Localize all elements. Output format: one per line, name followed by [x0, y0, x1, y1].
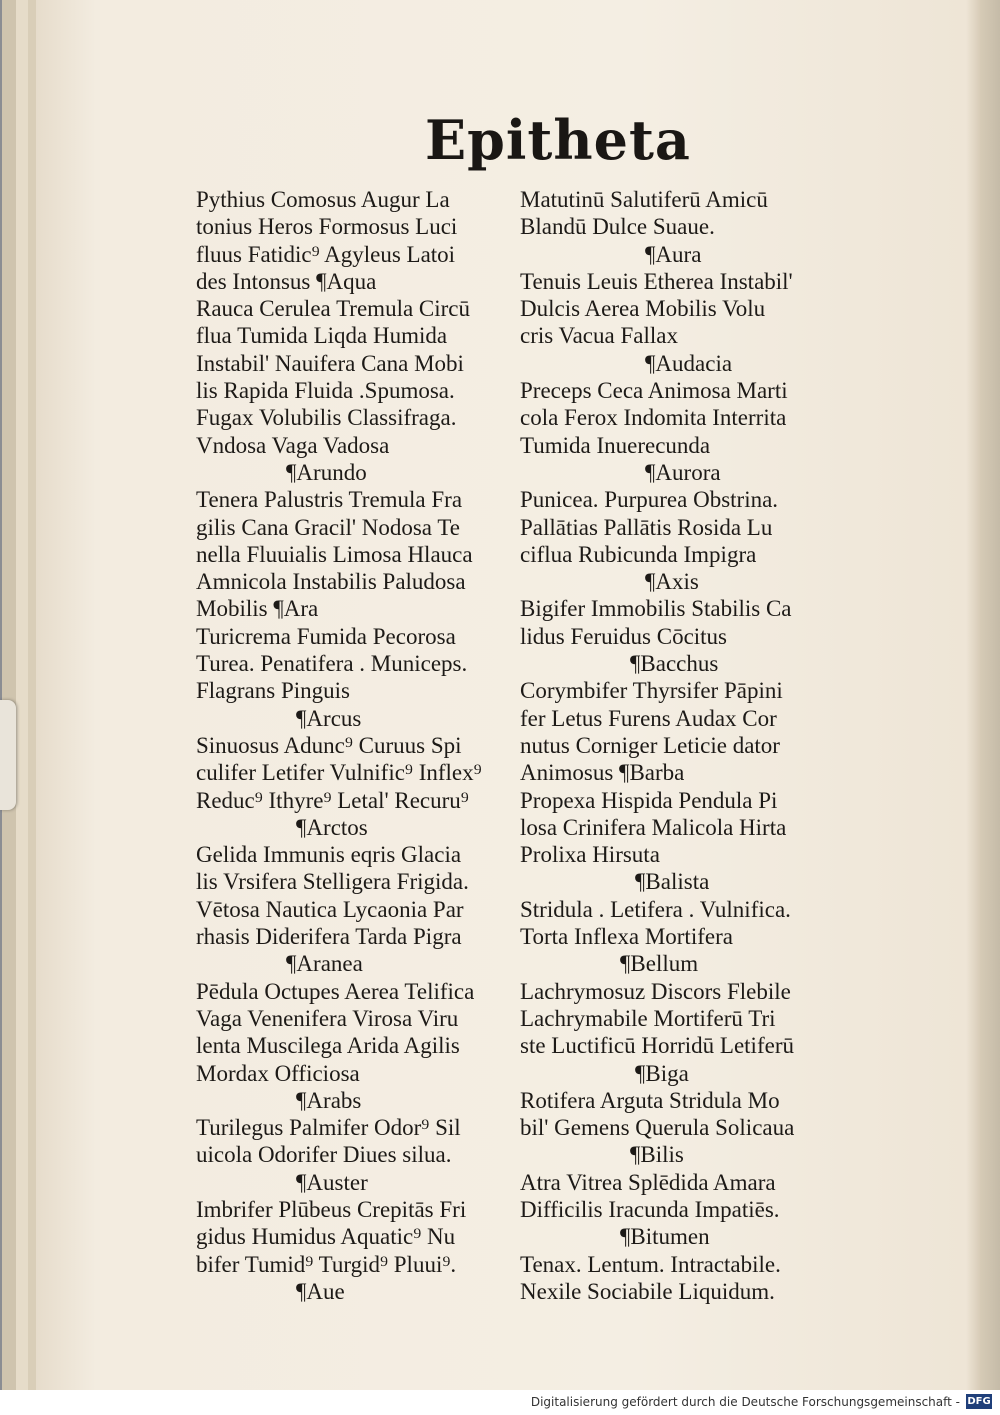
text-line: Turea. Penatifera . Municeps.	[196, 651, 468, 677]
footer-bar	[0, 1390, 1000, 1415]
text-line: Mobilis ¶Ara	[196, 596, 319, 622]
footer-credit: Digitalisierung gefördert durch die Deutsche Forschungsgemeinschaft -	[530, 1395, 960, 1409]
book-edge	[2, 0, 16, 1390]
text-line: Flagrans Pinguis	[196, 678, 350, 704]
text-line: Matutinū Salutiferū Amicū	[520, 187, 768, 212]
text-line: Tenax. Lentum. Intractabile.	[520, 1251, 781, 1277]
entry-heading: ¶Arcus	[296, 705, 362, 731]
text-line: ste Luctificū Horridū Letiferū	[520, 1033, 794, 1059]
text-line: fer Letus Furens Audax Cor	[520, 705, 777, 731]
dfg-logo: DFG	[967, 1396, 991, 1407]
page-title: Epitheta	[425, 108, 691, 172]
text-line: Tenuis Leuis Etherea Instabil'	[520, 268, 793, 294]
text-line: des Intonsus ¶Aqua	[196, 268, 377, 294]
entry-heading: ¶Aura	[645, 241, 702, 267]
text-line: Reduc⁹ Ithyre⁹ Letal' Recuru⁹	[196, 787, 469, 813]
text-line: bifer Tumid⁹ Turgid⁹ Pluui⁹.	[196, 1251, 457, 1277]
text-line: Torta Inflexa Mortifera	[520, 924, 733, 950]
text-line: culifer Letifer Vulnific⁹ Inflex⁹	[196, 760, 482, 786]
text-line: flua Tumida Liqda Humida	[196, 323, 448, 349]
entry-heading: ¶Audacia	[645, 350, 733, 376]
text-line: Rauca Cerulea Tremula Circū	[196, 296, 471, 322]
text-line: Punicea. Purpurea Obstrina.	[520, 487, 779, 513]
text-line: Turicrema Fumida Pecorosa	[196, 623, 456, 649]
text-line: Propexa Hispida Pendula Pi	[520, 787, 778, 813]
entry-heading: ¶Bacchus	[630, 651, 719, 677]
text-line: lis Rapida Fluida .Spumosa.	[196, 378, 455, 404]
entry-heading: ¶Aurora	[645, 459, 721, 485]
text-line: Nexile Sociabile Liquidum.	[520, 1278, 775, 1304]
text-line: bil' Gemens Querula Solicaua	[520, 1115, 795, 1141]
text-line: Turilegus Palmifer Odor⁹ Sil	[196, 1115, 461, 1141]
text-line: nutus Corniger Leticie dator	[520, 732, 780, 758]
text-line: Blandū Dulce Suaue.	[520, 214, 715, 240]
text-line: Tumida Inuerecunda	[520, 432, 711, 458]
entry-heading: ¶Arctos	[296, 814, 368, 840]
text-line: Pythius Comosus Augur La	[196, 187, 450, 212]
text-line: lidus Feruidus Cōcitus	[520, 623, 728, 649]
text-line: fluus Fatidic⁹ Agyleus Latoi	[196, 241, 456, 267]
text-line: Rotifera Arguta Stridula Mo	[520, 1087, 780, 1113]
book-edge	[16, 0, 28, 1390]
left-column	[196, 186, 526, 1305]
entry-heading: ¶Aue	[296, 1278, 345, 1304]
text-line: gidus Humidus Aquatic⁹ Nu	[196, 1224, 456, 1250]
text-line: Pallātias Pallātis Rosida Lu	[520, 514, 773, 540]
text-line: Corymbifer Thyrsifer Pāpini	[520, 678, 783, 704]
entry-heading: ¶Arundo	[286, 459, 367, 485]
entry-heading: ¶Bitumen	[620, 1224, 710, 1250]
text-line: Imbrifer Plūbeus Crepitās Fri	[196, 1196, 467, 1222]
text-line: cola Ferox Indomita Interrita	[520, 405, 787, 431]
entry-heading: ¶Bellum	[620, 951, 699, 977]
text-line: Tenera Palustris Tremula Fra	[196, 487, 463, 513]
text-line: gilis Cana Gracil' Nodosa Te	[196, 514, 460, 540]
text-line: uicola Odorifer Diues silua.	[196, 1142, 452, 1168]
text-line: ciflua Rubicunda Impigra	[520, 541, 757, 567]
page-right-edge	[980, 0, 1000, 1390]
entry-heading: ¶Balista	[635, 869, 710, 895]
text-line: Sinuosus Adunc⁹ Curuus Spi	[196, 732, 462, 758]
text-line: Stridula . Letifera . Vulnifica.	[520, 896, 791, 922]
page-clip	[0, 700, 16, 810]
text-line: Instabil' Nauifera Cana Mobi	[196, 350, 464, 376]
text-line: Preceps Ceca Animosa Marti	[520, 378, 788, 404]
text-line: Animosus ¶Barba	[520, 760, 685, 786]
text-line: losa Crinifera Malicola Hirta	[520, 814, 787, 840]
entry-heading: ¶Bilis	[630, 1142, 684, 1168]
entry-heading: ¶Aranea	[286, 951, 363, 977]
entry-heading: ¶Biga	[635, 1060, 689, 1086]
right-column	[520, 186, 860, 1305]
text-line: Atra Vitrea Splēdida Amara	[520, 1169, 776, 1195]
text-line: Pēdula Octupes Aerea Telifica	[196, 978, 475, 1004]
text-line: Difficilis Iracunda Impatiēs.	[520, 1196, 780, 1222]
text-line: Lachrymosuz Discors Flebile	[520, 978, 791, 1004]
text-line: Amnicola Instabilis Paludosa	[196, 569, 466, 595]
entry-heading: ¶Axis	[645, 569, 699, 595]
text-line: Prolixa Hirsuta	[520, 842, 660, 868]
entry-heading: ¶Arabs	[296, 1087, 362, 1113]
text-line: Gelida Immunis eqris Glacia	[196, 842, 462, 868]
text-line: nella Fluuialis Limosa Hlauca	[196, 541, 473, 567]
text-line: lenta Muscilega Arida Agilis	[196, 1033, 460, 1059]
text-line: Vaga Venenifera Virosa Viru	[196, 1005, 459, 1031]
text-line: Mordax Officiosa	[196, 1060, 360, 1086]
text-line: rhasis Diderifera Tarda Pigra	[196, 924, 462, 950]
text-line: cris Vacua Fallax	[520, 323, 678, 349]
text-line: Dulcis Aerea Mobilis Volu	[520, 296, 766, 322]
text-line: Vētosa Nautica Lycaonia Par	[196, 896, 464, 922]
text-line: tonius Heros Formosus Luci	[196, 214, 458, 240]
text-line: Fugax Volubilis Classifraga.	[196, 405, 457, 431]
text-line: Vndosa Vaga Vadosa	[196, 432, 390, 458]
text-line: Lachrymabile Mortiferū Tri	[520, 1005, 776, 1031]
text-line: lis Vrsifera Stelligera Frigida.	[196, 869, 469, 895]
entry-heading: ¶Auster	[296, 1169, 368, 1195]
text-line: Bigifer Immobilis Stabilis Ca	[520, 596, 792, 622]
